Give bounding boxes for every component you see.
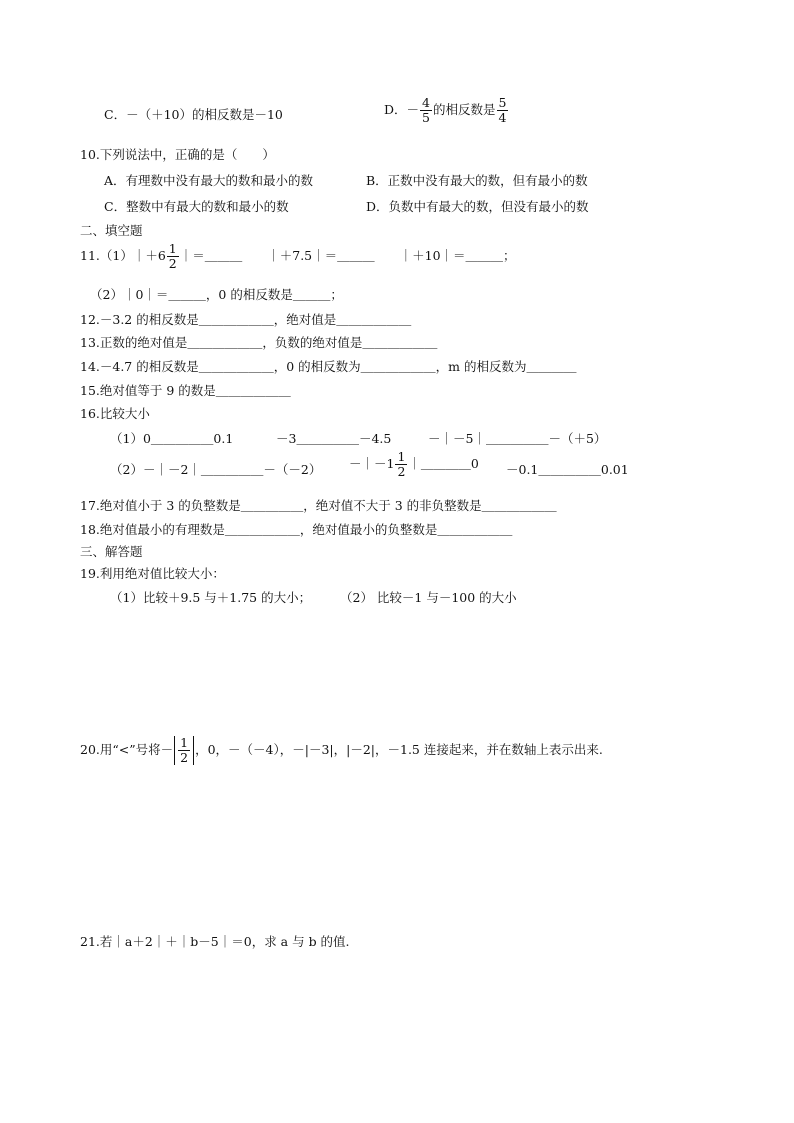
q13: 13.正数的绝对值是＿＿＿＿＿＿，负数的绝对值是＿＿＿＿＿＿ bbox=[80, 335, 438, 350]
q15: 15.绝对值等于 9 的数是＿＿＿＿＿＿ bbox=[80, 383, 291, 398]
fraction-4-5 bbox=[420, 96, 432, 125]
fraction-numerator: 1 bbox=[180, 735, 189, 750]
fraction-numerator: 5 bbox=[498, 95, 507, 110]
fraction-numerator: 1 bbox=[168, 241, 177, 256]
q16-row2-b-rest: ｜＿＿＿＿0 bbox=[408, 456, 479, 471]
fraction-5-4 bbox=[497, 96, 509, 125]
q20-prefix: 20.用“<”号将－ bbox=[80, 742, 174, 757]
q11-part1 bbox=[80, 242, 516, 271]
q16-row1-c: －｜－5｜＿＿＿＿＿－（＋5） bbox=[428, 431, 607, 446]
fraction-1-2 bbox=[395, 450, 407, 479]
q9-option-d-middle: 的相反数是 bbox=[432, 102, 496, 117]
q21: 21.若｜a＋2｜＋｜b－5｜＝0，求 a 与 b 的值. bbox=[80, 934, 350, 949]
section-fill-in-heading: 二、填空题 bbox=[80, 223, 143, 238]
fraction-numerator: 1 bbox=[397, 449, 406, 464]
q10-stem: 10.下列说法中，正确的是（ ） bbox=[80, 147, 275, 162]
fraction-1-2 bbox=[167, 242, 179, 271]
q16-row1-a: （1）0＿＿＿＿＿0.1 bbox=[110, 431, 234, 446]
q10-option-a: A．有理数中没有最大的数和最小的数 bbox=[104, 173, 314, 188]
q11-part1-prefix: 11.（1）｜＋6 bbox=[80, 248, 166, 263]
q11-part1-rest: ｜＝＿＿＿ ｜＋7.5｜＝＿＿＿ ｜＋10｜＝＿＿＿； bbox=[179, 248, 516, 263]
q10-option-c: C．整数中有最大的数和最小的数 bbox=[104, 199, 289, 214]
q19-stem: 19.利用绝对值比较大小： bbox=[80, 566, 225, 581]
section-answer-heading: 三、解答题 bbox=[80, 544, 143, 559]
fraction-denominator: 2 bbox=[397, 464, 406, 479]
fraction-numerator: 4 bbox=[422, 95, 430, 110]
q16-title: 16.比较大小 bbox=[80, 406, 150, 421]
q16-row1-b: －3＿＿＿＿＿－4.5 bbox=[276, 431, 392, 446]
q16-row2-b-prefix: －｜－1 bbox=[349, 456, 395, 471]
q9-option-c: C．－（＋10）的相反数是－10 bbox=[104, 107, 283, 122]
q16-row2-a: （2）－｜－2｜＿＿＿＿＿－（－2） bbox=[110, 462, 322, 477]
q9-option-d bbox=[384, 96, 509, 125]
absolute-value-fraction bbox=[174, 736, 194, 765]
q16-row2-b bbox=[349, 450, 479, 479]
fraction-denominator: 4 bbox=[498, 110, 507, 125]
q20 bbox=[80, 736, 603, 765]
q17: 17.绝对值小于 3 的负整数是＿＿＿＿＿，绝对值不大于 3 的非负整数是＿＿＿＿＿＿ bbox=[80, 498, 557, 513]
q19-part1: （1）比较＋9.5 与＋1.75 的大小； bbox=[110, 590, 312, 605]
q19-part2: （2） 比较－1 与－100 的大小 bbox=[340, 590, 517, 605]
q12: 12.－3.2 的相反数是＿＿＿＿＿＿，绝对值是＿＿＿＿＿＿ bbox=[80, 312, 412, 327]
q10-option-d: D．负数中有最大的数，但没有最小的数 bbox=[366, 199, 589, 214]
fraction-denominator: 5 bbox=[422, 110, 430, 125]
fraction-1-2 bbox=[178, 736, 190, 765]
q11-part2: （2）｜0｜＝＿＿＿，0 的相反数是＿＿＿； bbox=[90, 287, 343, 302]
fraction-denominator: 2 bbox=[180, 750, 189, 765]
q14: 14.－4.7 的相反数是＿＿＿＿＿＿，0 的相反数为＿＿＿＿＿＿，m 的相反数为＿＿＿＿ bbox=[80, 359, 577, 374]
q18: 18.绝对值最小的有理数是＿＿＿＿＿＿，绝对值最小的负整数是＿＿＿＿＿＿ bbox=[80, 522, 513, 537]
q16-row2-c: －0.1＿＿＿＿＿0.01 bbox=[506, 462, 629, 477]
q10-option-b: B．正数中没有最大的数，但有最小的数 bbox=[366, 173, 588, 188]
q9-option-d-prefix: D．－ bbox=[384, 102, 420, 117]
q20-rest: ，0，－（－4），－|－3|，|－2|，－1.5 连接起来，并在数轴上表示出来. bbox=[195, 742, 603, 757]
fraction-denominator: 2 bbox=[168, 256, 177, 271]
